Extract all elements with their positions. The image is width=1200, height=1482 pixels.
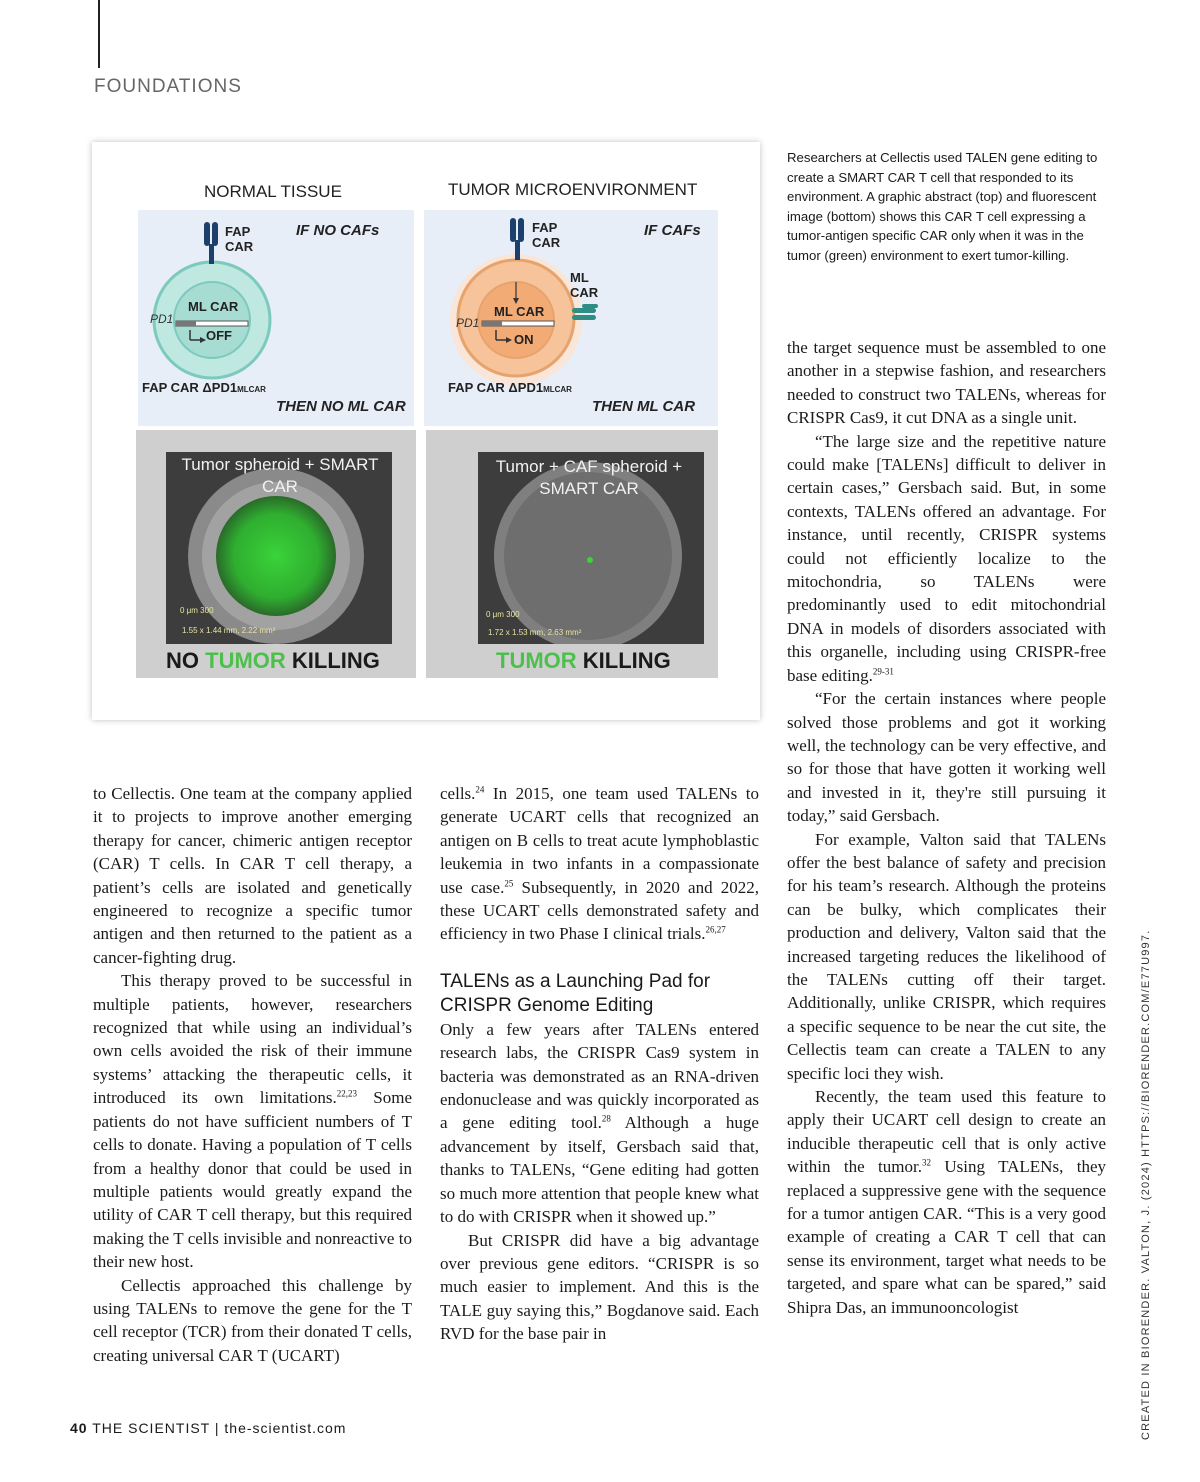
- col1-paragraph: Cellectis approached this challenge by using TALENs to remove the gene for the T cell receptor (TCR) from their donated T cells, creating universal CAR T (UCART): [93, 1275, 412, 1365]
- normal-tissue-title: NORMAL TISSUE: [204, 182, 342, 201]
- ml-car-receptor-label: ML CAR: [570, 270, 599, 300]
- col3-paragraph: “The large size and the repetitive nature could make [TALENs] difficult to deliver in certain cases,” Gersbach said. But, in some contexts, TALENs offered an advantage. For instance, until recently, CRISPR systems could not efficiently localize to the mitochondria, so TALENs were predominantly used to edit mitochondrial DNA in models of disorders associated with this organelle, including using CRISPR-free base editing.$^{29-31}$: [787, 431, 1106, 685]
- col3-paragraph: “For the certain instances where people solved those problems and got it working well, the technology can be very effective, and so for those that have gotten it working well and invested in it, they're still pursuing it today,” said Gersbach.: [787, 689, 1106, 826]
- col3-paragraph: Recently, the team used this feature to apply their UCART cell design to create an inducible therapeutic cell that is only active within the tumor.$^{32}$ Using TALENs, they replaced a suppressive gene with the sequence for a tumor antigen CAR. “This is a very good example of creating a CAR T cell that can sense its environment, target what needs to be targeted, and spare what can be spared,” said Shipra Das, an immunooncologist: [787, 1087, 1106, 1317]
- image-credit: CREATED IN BIORENDER. VALTON, J. (2024) HTTPS://BIORENDER.COM/E77U997.: [1140, 929, 1152, 1440]
- ml-car-receptor-icon: [572, 308, 596, 313]
- body-column-3: [787, 336, 1106, 1319]
- col2-paragraph: But CRISPR did have a big advantage over previous gene editors. “CRISPR is so much easier to implement. And this is the TALE guy saying this,” Bogdanove said. Each RVD for the base pair in: [440, 1230, 759, 1344]
- header-rule: [98, 0, 100, 68]
- on-label: ON: [514, 332, 534, 347]
- section-label: FOUNDATIONS: [94, 76, 242, 97]
- site-link[interactable]: the-scientist.com: [224, 1420, 347, 1436]
- body-column-1: [93, 782, 412, 1367]
- magazine-name: THE SCIENTIST: [92, 1420, 210, 1436]
- scale-dims-right: 1.72 x 1.53 mm, 2.63 mm²: [488, 628, 582, 637]
- if-cafs-label: IF CAFs: [644, 222, 701, 239]
- col2-paragraph: cells.$^{24}$ In 2015, one team used TALENs to generate UCART cells that recognized an antigen on B cells to treat acute lymphoblastic leukemia in two infants in a compassionate use case.$^{25}$ Subsequently, in 2020 and 2022, these UCART cells demonstrated safety and efficiency in two Phase I clinical trials.$^{26,27}$: [440, 784, 759, 944]
- col1-paragraph: This therapy proved to be successful in multiple patients, however, researchers recognized that while using an individual’s own cells avoided the risk of their immune systems’ attacking the therapeutic cells, it introduced its own limitations.$^{22,23}$ Some patients do not have sufficient numbers of T cells to donate. Having a population of T cells from a healthy donor that could be used in multiple patients would greatly expand the utility of CAR T cell therapy, but this required making the T cells invisible and nonreactive to their new host.: [93, 971, 412, 1272]
- col3-paragraph: For example, Valton said that TALENs offer the best balance of safety and precision for his team’s research. Although the proteins can be bulky, which complicates their production and delivery, Valton said that the increased targeting reduces the likelihood of the TALENs cutting off their target. Additionally, unlike CRISPR, which requires a specific sequence to be near the cut site, the Cellectis team can create a TALEN to any specific loci they wish.: [787, 829, 1106, 1083]
- normal-nucleus-icon: [174, 282, 250, 358]
- section-heading: TALENs as a Launching Pad for CRISPR Genome Editing: [440, 970, 711, 1016]
- off-label: OFF: [206, 328, 232, 343]
- body-column-2: [440, 782, 759, 1346]
- tumor-microenvironment-title: TUMOR MICROENVIRONMENT: [448, 180, 698, 199]
- figure-caption: Researchers at Cellectis used TALEN gene editing to create a SMART CAR T cell that responded to its environment. A graphic abstract (top) and fluorescent image (bottom) shows this CAR T cell expressing a tumor-antigen specific CAR only when it was in the tumor (green) environment to exert tumor-killing.: [787, 150, 1098, 263]
- ml-car-label-left: ML CAR: [188, 299, 239, 314]
- scale-bar-right: 0 μm 300: [486, 610, 520, 619]
- fap-car-label-right: FAP CAR: [532, 220, 561, 250]
- pd1-label-right: PD1: [456, 316, 480, 330]
- no-tumor-killing-label: NO TUMOR KILLING: [166, 648, 380, 673]
- then-no-ml-car-label: THEN NO ML CAR: [276, 398, 406, 415]
- fap-car-receptor-icon: [204, 222, 210, 246]
- scale-dims-left: 1.55 x 1.44 mm, 2.22 mm²: [182, 626, 276, 635]
- figure: [92, 142, 760, 720]
- col3-paragraph: the target sequence must be assembled to one another in a stepwise fashion, and researchers needed to construct two TALENs, whereas for CRISPR Cas9, it cut DNA as a single unit.: [787, 338, 1106, 428]
- scale-bar-left: 0 μm 300: [180, 606, 214, 615]
- page-footer: [70, 1420, 346, 1436]
- ml-car-label-right: ML CAR: [494, 304, 545, 319]
- pd1-label-left: PD1: [150, 312, 174, 326]
- micro-left-caption: Tumor spheroid + SMART CAR: [181, 455, 379, 496]
- col2-paragraph: Only a few years after TALENs entered research labs, the CRISPR Cas9 system in bacteria was demonstrated as an RNA-driven endonuclease and was quickly incorporated as a gene editing tool.$^{28}$ Although a huge advancement by itself, Gersbach said that, thanks to TALENs, “Gene editing had gotten so much more attention that people knew what to do with CRISPR when it showed up.”: [440, 1019, 759, 1227]
- construct-label-left: FAP CAR ΔPD1MLCAR: [142, 380, 266, 395]
- col1-paragraph: to Cellectis. One team at the company applied it to projects to improve another emerging therapy for cancer, chimeric antigen receptor (CAR) T cells. In CAR T cell therapy, a patient’s cells are isolated and genetically engineered to recognize a specific tumor antigen and then returned to the patient as a cancer-fighting drug.: [93, 784, 412, 967]
- micro-right-caption: Tumor + CAF spheroid + SMART CAR: [495, 457, 683, 498]
- fap-car-label-left: FAP CAR: [225, 224, 254, 254]
- if-no-cafs-label: IF NO CAFs: [296, 222, 380, 239]
- construct-label-right: FAP CAR ΔPD1MLCAR: [448, 380, 572, 395]
- tumor-killing-label: TUMOR KILLING: [496, 648, 671, 673]
- then-ml-car-label: THEN ML CAR: [592, 398, 696, 415]
- page-number: 40: [70, 1420, 88, 1436]
- footer-separator: |: [214, 1420, 220, 1436]
